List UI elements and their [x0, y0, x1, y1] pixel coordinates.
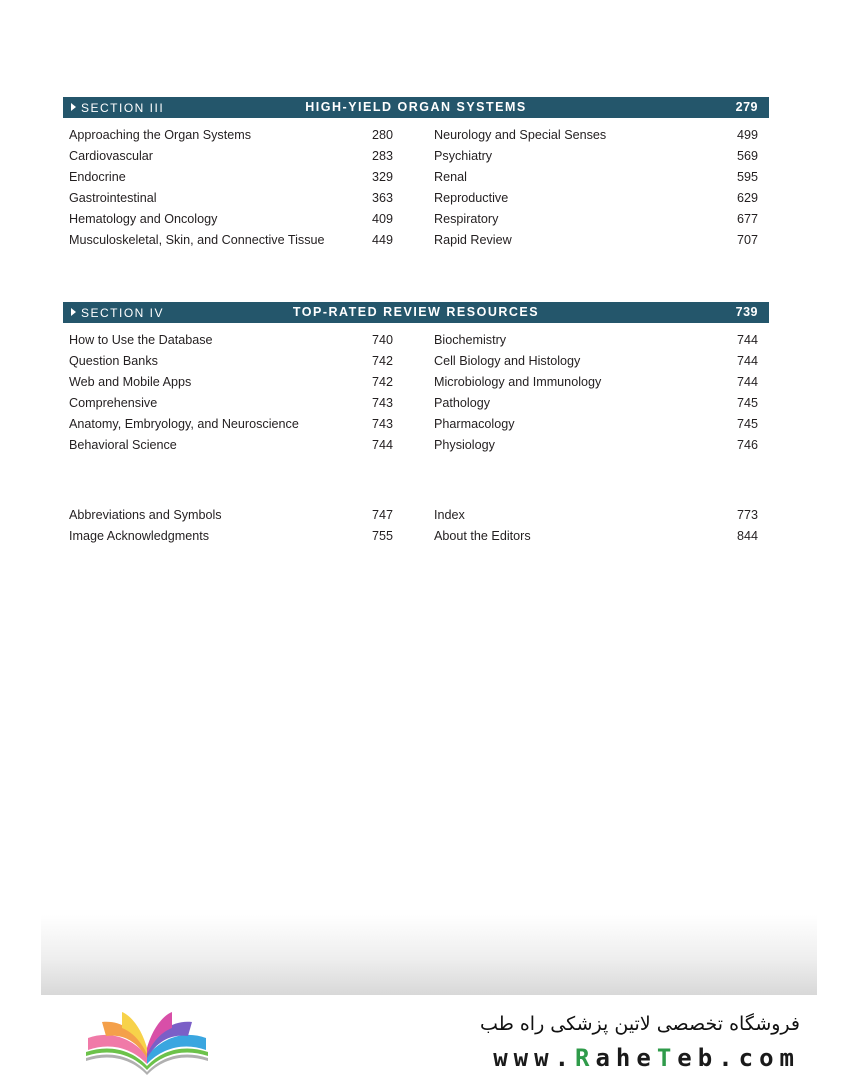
toc-entry[interactable]: Respiratory 677: [434, 212, 758, 226]
toc-column-left: [63, 125, 393, 251]
toc-entry[interactable]: Hematology and Oncology 409: [69, 212, 393, 226]
footer-shadow: [41, 915, 817, 995]
toc-entry[interactable]: Cardiovascular 283: [69, 149, 393, 163]
toc-column-right: [428, 125, 758, 251]
section-title: HIGH-YIELD ORGAN SYSTEMS: [305, 100, 527, 114]
toc-entry[interactable]: Gastrointestinal 363: [69, 191, 393, 205]
section-4: [63, 302, 769, 460]
toc-entry[interactable]: Image Acknowledgments 755: [69, 529, 393, 543]
toc-entry[interactable]: Reproductive 629: [434, 191, 758, 205]
toc-entry[interactable]: Cell Biology and Histology 744: [434, 354, 758, 368]
section-label: SECTION III: [81, 101, 165, 115]
toc-entry[interactable]: How to Use the Database 740: [69, 333, 393, 347]
back-matter: [63, 505, 769, 549]
section-page: 279: [735, 100, 758, 114]
toc-entry[interactable]: Biochemistry 744: [434, 333, 758, 347]
toc-entry[interactable]: Microbiology and Immunology 744: [434, 375, 758, 389]
toc-entry[interactable]: Comprehensive 743: [69, 396, 393, 410]
toc-entry[interactable]: Rapid Review 707: [434, 233, 758, 247]
section-label: SECTION IV: [81, 306, 165, 320]
toc-entry[interactable]: Index 773: [434, 508, 758, 522]
open-book-icon: [82, 1008, 212, 1076]
toc-entry[interactable]: About the Editors 844: [434, 529, 758, 543]
toc-column-right: [428, 330, 758, 456]
toc-entry[interactable]: Psychiatry 569: [434, 149, 758, 163]
toc-entry[interactable]: Anatomy, Embryology, and Neuroscience 743: [69, 417, 393, 431]
section-4-header: [63, 302, 769, 323]
section-title: TOP-RATED REVIEW RESOURCES: [292, 305, 540, 319]
back-matter-left: [63, 505, 393, 547]
toc-entry[interactable]: Endocrine 329: [69, 170, 393, 184]
store-name: فروشگاه تخصصی لاتین پزشکی راه طب: [480, 1013, 800, 1035]
section-3: [63, 97, 769, 255]
toc-entry[interactable]: Renal 595: [434, 170, 758, 184]
toc-entry[interactable]: Question Banks 742: [69, 354, 393, 368]
toc-column-left: [63, 330, 393, 456]
toc-entry[interactable]: Musculoskeletal, Skin, and Connective Tissue 449: [69, 233, 393, 247]
back-matter-right: [428, 505, 758, 547]
toc-entry[interactable]: Physiology 746: [434, 438, 758, 452]
toc-entry[interactable]: Neurology and Special Senses 499: [434, 128, 758, 142]
toc-entry[interactable]: Abbreviations and Symbols 747: [69, 508, 393, 522]
toc-entry[interactable]: Pathology 745: [434, 396, 758, 410]
toc-entry[interactable]: Approaching the Organ Systems 280: [69, 128, 393, 142]
toc-entry[interactable]: Pharmacology 745: [434, 417, 758, 431]
section-3-header: [63, 97, 769, 118]
website-url[interactable]: www.RaheTeb.com: [493, 1044, 800, 1072]
section-page: 739: [735, 305, 758, 319]
toc-entry[interactable]: Behavioral Science 744: [69, 438, 393, 452]
toc-entry[interactable]: Web and Mobile Apps 742: [69, 375, 393, 389]
